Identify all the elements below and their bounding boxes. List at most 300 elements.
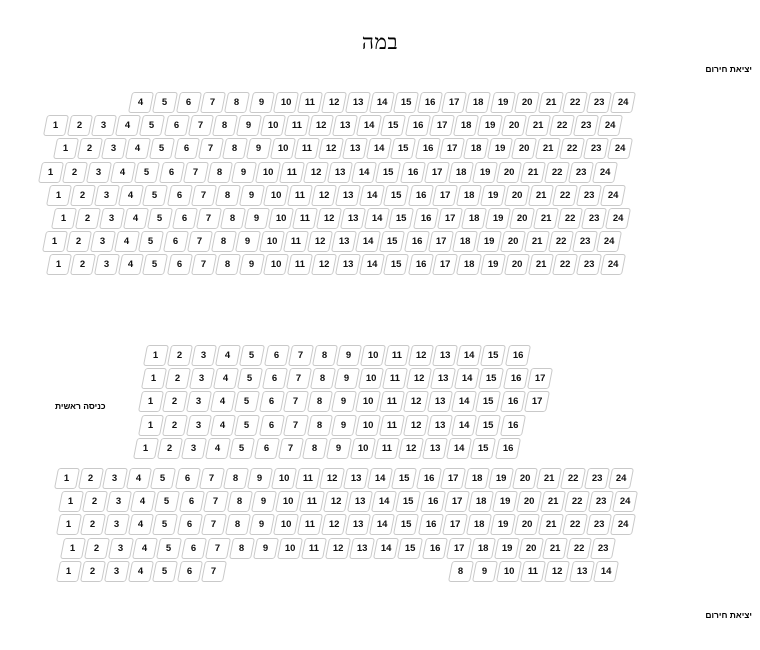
seat[interactable] [364,208,390,229]
seat[interactable] [94,254,120,275]
seat[interactable] [279,162,305,183]
seat[interactable] [227,491,253,512]
seat[interactable] [142,185,168,206]
seat[interactable] [54,468,80,489]
seat[interactable] [183,162,209,183]
seat[interactable] [610,514,636,535]
seat[interactable] [152,561,178,582]
seat[interactable] [538,92,564,113]
seat[interactable] [600,185,626,206]
seat[interactable] [80,561,106,582]
seat[interactable] [128,92,154,113]
seat[interactable] [108,538,134,559]
seat[interactable] [299,491,325,512]
seat[interactable] [427,391,453,412]
seat[interactable] [125,138,151,159]
seat[interactable] [432,345,458,366]
seat[interactable] [171,208,197,229]
seat[interactable] [477,115,503,136]
seat[interactable] [239,345,265,366]
seat[interactable] [488,468,514,489]
seat[interactable] [533,208,559,229]
seat[interactable] [404,115,430,136]
seat[interactable] [286,368,312,389]
seat[interactable] [576,185,602,206]
seat[interactable] [271,468,297,489]
seat[interactable] [424,162,450,183]
seat[interactable] [336,345,362,366]
seat[interactable] [321,92,347,113]
seat[interactable] [283,415,309,436]
seat[interactable] [162,391,188,412]
seat[interactable] [440,468,466,489]
seat[interactable] [327,162,353,183]
seat[interactable] [566,538,592,559]
seat[interactable] [466,514,492,535]
seat[interactable] [544,561,570,582]
seat[interactable] [331,415,357,436]
seat[interactable] [549,115,575,136]
seat[interactable] [310,368,336,389]
seat[interactable] [380,115,406,136]
seat[interactable] [234,391,260,412]
seat[interactable] [429,115,455,136]
seat[interactable] [156,538,182,559]
seat[interactable] [239,185,265,206]
seat[interactable] [475,391,501,412]
seat[interactable] [422,438,448,459]
seat[interactable] [446,438,472,459]
seat[interactable] [412,208,438,229]
seat[interactable] [215,254,241,275]
seat[interactable] [284,115,310,136]
seat[interactable] [134,162,160,183]
seat[interactable] [178,491,204,512]
seat[interactable] [398,438,424,459]
seat[interactable] [126,468,152,489]
seat[interactable] [114,231,140,252]
seat[interactable] [62,162,88,183]
seat[interactable] [393,514,419,535]
seat[interactable] [312,345,338,366]
seat[interactable] [572,231,598,252]
seat[interactable] [199,468,225,489]
seat[interactable] [369,92,395,113]
seat[interactable] [75,208,101,229]
seat[interactable] [51,208,77,229]
seat[interactable] [388,208,414,229]
seat[interactable] [102,468,128,489]
seat[interactable] [106,491,132,512]
seat[interactable] [355,231,381,252]
seat[interactable] [297,92,323,113]
seat[interactable] [186,415,212,436]
seat[interactable] [499,391,525,412]
seat[interactable] [592,162,618,183]
seat[interactable] [223,468,249,489]
seat[interactable] [203,491,229,512]
seat[interactable] [417,514,443,535]
seat[interactable] [379,415,405,436]
seat[interactable] [78,468,104,489]
seat[interactable] [273,514,299,535]
seat[interactable] [414,138,440,159]
seat[interactable] [366,138,392,159]
seat[interactable] [201,561,227,582]
seat[interactable] [383,185,409,206]
seat[interactable] [472,561,498,582]
seat[interactable] [597,115,623,136]
seat[interactable] [527,368,553,389]
seat[interactable] [141,368,167,389]
seat[interactable] [173,138,199,159]
seat[interactable] [342,138,368,159]
seat[interactable] [77,138,103,159]
seat[interactable] [207,162,233,183]
seat[interactable] [215,185,241,206]
seat[interactable] [94,185,120,206]
seat[interactable] [67,115,93,136]
seat[interactable] [489,92,515,113]
seat[interactable] [191,345,217,366]
seat[interactable] [501,115,527,136]
seat[interactable] [302,438,328,459]
seat[interactable] [408,345,434,366]
seat[interactable] [516,491,542,512]
seat[interactable] [244,208,270,229]
seat[interactable] [210,415,236,436]
seat[interactable] [350,438,376,459]
seat[interactable] [559,138,585,159]
seat[interactable] [174,468,200,489]
seat[interactable] [237,368,263,389]
seat[interactable] [82,491,108,512]
seat[interactable] [287,254,313,275]
seat[interactable] [347,491,373,512]
seat[interactable] [176,514,202,535]
seat[interactable] [187,231,213,252]
seat[interactable] [149,138,175,159]
seat[interactable] [452,231,478,252]
seat[interactable] [568,561,594,582]
seat[interactable] [239,254,265,275]
seat[interactable] [150,468,176,489]
seat[interactable] [91,115,117,136]
seat[interactable] [162,415,188,436]
seat[interactable] [390,138,416,159]
seat[interactable] [308,115,334,136]
seat[interactable] [147,208,173,229]
seat[interactable] [430,368,456,389]
seat[interactable] [525,115,551,136]
seat[interactable] [564,491,590,512]
seat[interactable] [70,254,96,275]
seat[interactable] [439,138,465,159]
seat[interactable] [583,138,609,159]
seat[interactable] [340,208,366,229]
seat[interactable] [307,231,333,252]
seat[interactable] [480,254,506,275]
seat[interactable] [464,468,490,489]
seat[interactable] [248,92,274,113]
seat[interactable] [311,185,337,206]
seat[interactable] [512,468,538,489]
seat[interactable] [263,254,289,275]
seat[interactable] [138,415,164,436]
seat[interactable] [99,208,125,229]
seat[interactable] [253,538,279,559]
seat[interactable] [268,208,294,229]
seat[interactable] [475,415,501,436]
seat[interactable] [133,438,159,459]
seat[interactable] [138,231,164,252]
seat[interactable] [191,185,217,206]
seat[interactable] [568,162,594,183]
seat[interactable] [360,345,386,366]
seat[interactable] [325,538,351,559]
seat[interactable] [581,208,607,229]
seat[interactable] [492,491,518,512]
seat[interactable] [229,438,255,459]
seat[interactable] [518,538,544,559]
seat[interactable] [251,491,277,512]
seat[interactable] [104,561,130,582]
seat[interactable] [104,514,130,535]
seat[interactable] [259,231,285,252]
seat[interactable] [162,231,188,252]
seat[interactable] [453,115,479,136]
seat[interactable] [608,468,634,489]
seat[interactable] [152,92,178,113]
seat[interactable] [295,468,321,489]
seat[interactable] [292,208,318,229]
seat[interactable] [600,254,626,275]
seat[interactable] [38,162,64,183]
seat[interactable] [263,185,289,206]
seat[interactable] [371,491,397,512]
seat[interactable] [393,92,419,113]
seat[interactable] [345,92,371,113]
seat[interactable] [165,368,191,389]
seat[interactable] [229,538,255,559]
seat[interactable] [198,138,224,159]
seat[interactable] [236,115,262,136]
seat[interactable] [288,345,314,366]
seat[interactable] [480,345,506,366]
seat[interactable] [343,468,369,489]
seat[interactable] [542,538,568,559]
seat[interactable] [287,185,313,206]
seat[interactable] [138,391,164,412]
seat[interactable] [283,231,309,252]
seat[interactable] [490,514,516,535]
seat[interactable] [351,162,377,183]
seat[interactable] [211,231,237,252]
seat[interactable] [58,491,84,512]
seat[interactable] [465,92,491,113]
seat[interactable] [42,231,68,252]
seat[interactable] [318,138,344,159]
seat[interactable] [382,368,408,389]
seat[interactable] [128,514,154,535]
seat[interactable] [514,92,540,113]
seat[interactable] [154,491,180,512]
seat[interactable] [461,208,487,229]
seat[interactable] [520,561,546,582]
seat[interactable] [294,138,320,159]
seat[interactable] [335,254,361,275]
seat[interactable] [43,115,69,136]
seat[interactable] [528,254,554,275]
seat[interactable] [307,415,333,436]
seat[interactable] [356,115,382,136]
seat[interactable] [205,438,231,459]
seat[interactable] [596,231,622,252]
seat[interactable] [548,231,574,252]
seat[interactable] [56,514,82,535]
seat[interactable] [448,162,474,183]
seat[interactable] [374,438,400,459]
seat[interactable] [273,92,299,113]
seat[interactable] [536,468,562,489]
seat[interactable] [225,514,251,535]
seat[interactable] [283,391,309,412]
seat[interactable] [468,491,494,512]
seat[interactable] [454,368,480,389]
seat[interactable] [176,92,202,113]
seat[interactable] [118,185,144,206]
seat[interactable] [573,115,599,136]
seat[interactable] [277,538,303,559]
seat[interactable] [463,138,489,159]
seat[interactable] [355,415,381,436]
seat[interactable] [384,345,410,366]
seat[interactable] [335,185,361,206]
seat[interactable] [397,538,423,559]
seat[interactable] [557,208,583,229]
seat[interactable] [188,115,214,136]
seat[interactable] [275,491,301,512]
seat[interactable] [90,231,116,252]
seat[interactable] [485,208,511,229]
seat[interactable] [391,468,417,489]
seat[interactable] [456,254,482,275]
seat[interactable] [451,415,477,436]
seat[interactable] [593,561,619,582]
seat[interactable] [379,391,405,412]
seat[interactable] [115,115,141,136]
seat[interactable] [494,438,520,459]
seat[interactable] [331,231,357,252]
seat[interactable] [472,162,498,183]
seat[interactable] [349,538,375,559]
seat[interactable] [191,254,217,275]
seat[interactable] [253,438,279,459]
seat[interactable] [186,391,212,412]
seat[interactable] [258,415,284,436]
seat[interactable] [586,514,612,535]
seat[interactable] [196,208,222,229]
seat[interactable] [373,538,399,559]
seat[interactable] [222,138,248,159]
seat[interactable] [261,368,287,389]
seat[interactable] [448,561,474,582]
seat[interactable] [528,185,554,206]
seat[interactable] [590,538,616,559]
seat[interactable] [215,345,241,366]
seat[interactable] [167,345,193,366]
seat[interactable] [369,514,395,535]
seat[interactable] [311,254,337,275]
seat[interactable] [441,92,467,113]
seat[interactable] [588,491,614,512]
seat[interactable] [478,368,504,389]
seat[interactable] [110,162,136,183]
seat[interactable] [432,185,458,206]
seat[interactable] [132,538,158,559]
seat[interactable] [399,162,425,183]
seat[interactable] [504,185,530,206]
seat[interactable] [437,208,463,229]
seat[interactable] [139,115,165,136]
seat[interactable] [331,391,357,412]
seat[interactable] [562,514,588,535]
seat[interactable] [480,185,506,206]
seat[interactable] [128,561,154,582]
seat[interactable] [210,391,236,412]
seat[interactable] [421,538,447,559]
seat[interactable] [301,538,327,559]
seat[interactable] [544,162,570,183]
seat[interactable] [520,162,546,183]
seat[interactable] [297,514,323,535]
seat[interactable] [496,162,522,183]
seat[interactable] [152,514,178,535]
seat[interactable] [101,138,127,159]
seat[interactable] [278,438,304,459]
seat[interactable] [235,231,261,252]
seat[interactable] [383,254,409,275]
seat[interactable] [53,138,79,159]
seat[interactable] [552,185,578,206]
seat[interactable] [158,162,184,183]
seat[interactable] [249,514,275,535]
seat[interactable] [367,468,393,489]
seat[interactable] [524,231,550,252]
seat[interactable] [332,115,358,136]
seat[interactable] [258,391,284,412]
seat[interactable] [180,538,206,559]
seat[interactable] [524,391,550,412]
seat[interactable] [234,415,260,436]
seat[interactable] [509,208,535,229]
seat[interactable] [442,514,468,535]
seat[interactable] [60,538,86,559]
seat[interactable] [213,368,239,389]
seat[interactable] [395,491,421,512]
seat[interactable] [451,391,477,412]
seat[interactable] [255,162,281,183]
seat[interactable] [319,468,345,489]
seat[interactable] [605,208,631,229]
seat[interactable] [316,208,342,229]
seat[interactable] [326,438,352,459]
seat[interactable] [247,468,273,489]
seat[interactable] [201,514,227,535]
seat[interactable] [476,231,502,252]
seat[interactable] [576,254,602,275]
seat[interactable] [406,368,432,389]
